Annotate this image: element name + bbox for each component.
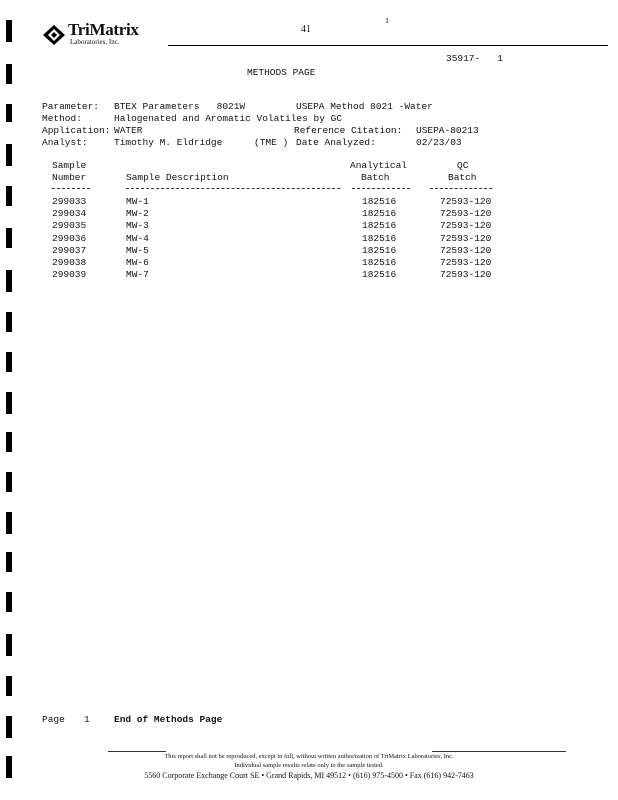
qc-batch-cell: 72593-120	[440, 220, 492, 232]
analytical-batch-cell: 182516	[362, 208, 397, 220]
qc-batch-cell: 72593-120	[440, 244, 492, 256]
header-rule-sample	[52, 188, 90, 189]
qc-batch-cell: 72593-120	[440, 208, 492, 220]
analytical-batch-cell: 182516	[362, 220, 397, 232]
company-logo	[42, 22, 162, 52]
sample-number-cell: 299038	[52, 257, 87, 268]
company-address: 5560 Corporate Exchange Court SE • Grand Rapids, MI 49512 • (616) 975-4500 • Fax (616) 942-7463	[144, 771, 474, 780]
date-label: Date Analyzed:	[296, 137, 376, 148]
footer-page-label: Page	[42, 714, 65, 725]
table-row	[52, 245, 512, 257]
header-sample-line2: Number	[52, 172, 87, 183]
qc-batch-cell: 72593-120	[440, 196, 492, 207]
table-row	[52, 269, 512, 281]
method-reference: USEPA Method 8021 -Water	[296, 101, 433, 112]
sample-description-cell: MW-3	[126, 220, 149, 232]
logo-name: TriMatrix	[68, 20, 139, 39]
header-rule-qc	[430, 188, 492, 189]
sample-number-cell: 299034	[52, 208, 87, 220]
header-rule-batch	[352, 188, 410, 189]
sample-description-cell: MW-4	[126, 232, 149, 244]
analytical-batch-cell: 182516	[362, 257, 397, 268]
table-row	[52, 220, 512, 232]
page-number-top: 41	[301, 24, 311, 35]
disclaimer-line-2: Individual sample results relate only to the sample tested.	[234, 762, 384, 769]
table-row	[52, 196, 512, 208]
header-batch-line2: Batch	[361, 172, 390, 183]
footer-page-number: 1	[84, 714, 90, 725]
parameter-label: Parameter:	[42, 101, 100, 112]
sample-number-cell: 299036	[52, 232, 87, 244]
sample-number-cell: 299039	[52, 269, 87, 281]
analyst-label: Analyst:	[42, 137, 88, 148]
disclaimer-line-1: This report shall not be reproduced, except in full, without written authorization of TriMatrix Laboratories, Inc.	[164, 753, 454, 760]
parameter-value: BTEX Parameters 8021W	[114, 101, 246, 112]
method-label: Method:	[42, 113, 82, 124]
header-sample-line1: Sample	[52, 160, 87, 171]
header-rule	[168, 45, 608, 46]
table-row	[52, 233, 512, 245]
qc-batch-cell: 72593-120	[440, 257, 492, 268]
date-value: 02/23/03	[416, 137, 462, 148]
sample-description-cell: MW-7	[126, 269, 149, 281]
trimatrix-logo-icon	[42, 24, 66, 46]
sample-number-cell: 299037	[52, 244, 87, 256]
header-qc-line2: Batch	[448, 172, 477, 183]
header-batch-line1: Analytical	[350, 160, 408, 171]
sample-number-cell: 299035	[52, 220, 87, 232]
footer-rule-left	[108, 751, 166, 752]
citation-value: USEPA-80213	[416, 125, 479, 136]
footer-rule-right	[432, 751, 566, 752]
citation-label: Reference Citation:	[294, 125, 403, 136]
analytical-batch-cell: 182516	[362, 244, 397, 256]
analyst-initials: (TME )	[254, 137, 289, 148]
analyst-value: Timothy M. Eldridge	[114, 137, 223, 148]
sample-description-cell: MW-6	[126, 257, 149, 268]
page-title: METHODS PAGE	[247, 67, 316, 78]
sample-description-cell: MW-2	[126, 208, 149, 220]
application-value: WATER	[114, 125, 143, 136]
qc-batch-cell: 72593-120	[440, 232, 492, 244]
logo-subtitle: Laboratories, Inc.	[70, 38, 120, 46]
header-qc-line1: QC	[457, 160, 469, 171]
sample-number-cell: 299033	[52, 196, 87, 207]
sample-description-cell: MW-1	[126, 196, 149, 207]
analytical-batch-cell: 182516	[362, 196, 397, 207]
document-id: 35917- 1	[446, 53, 504, 64]
table-row	[52, 257, 512, 269]
header-rule-description	[126, 188, 340, 189]
sample-description-cell: MW-5	[126, 244, 149, 256]
application-label: Application:	[42, 125, 111, 136]
method-value: Halogenated and Aromatic Volatiles by GC	[114, 113, 343, 124]
end-of-page-text: End of Methods Page	[114, 714, 223, 725]
analytical-batch-cell: 182516	[362, 232, 397, 244]
header-description: Sample Description	[126, 172, 229, 183]
qc-batch-cell: 72593-120	[440, 269, 492, 281]
table-row	[52, 208, 512, 220]
stray-mark: 1	[385, 16, 389, 25]
analytical-batch-cell: 182516	[362, 269, 397, 281]
